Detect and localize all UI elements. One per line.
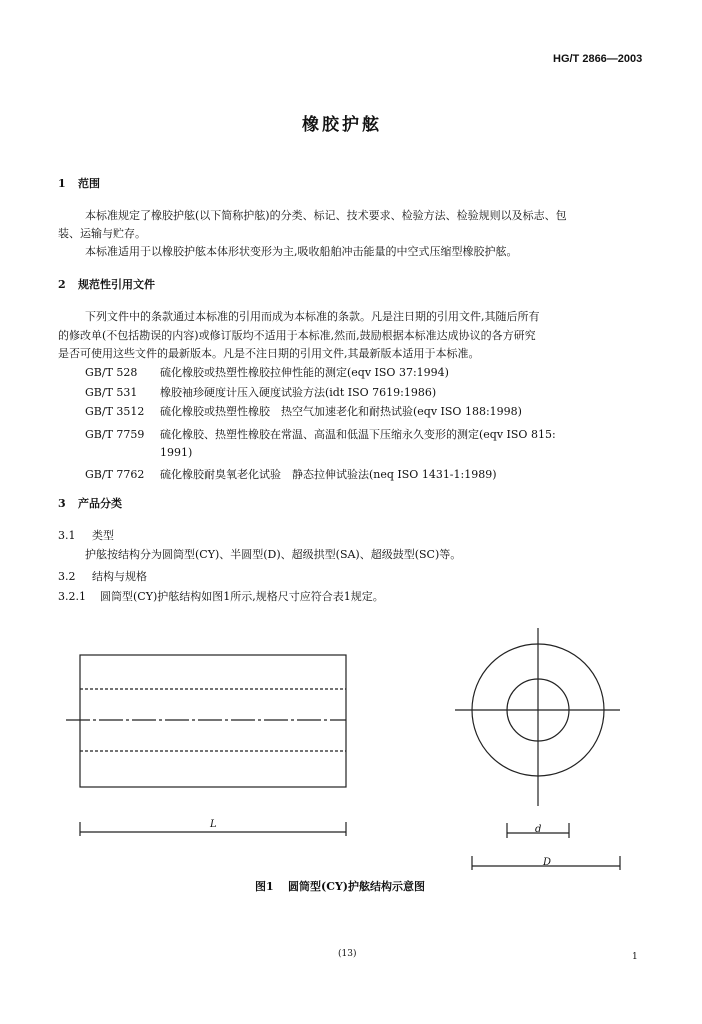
section-1-number: 1 [58,177,66,190]
section-2-paragraph-line-2: 的修改单(不包括勘误的内容)或修订版均不适用于本标准,然而,鼓励根据本标准达成协议的各方研究 [58,329,536,342]
reference-code: GB/T 7762 [85,468,145,481]
section-1-paragraph-1-line-2: 装、运输与贮存。 [58,227,146,240]
figure-caption-number: 图1 [255,880,274,893]
section-1-paragraph-1-line-1: 本标准规定了橡胶护舷(以下简称护舷)的分类、标记、技术要求、检验方法、检验规则以及标志、包 [85,209,567,222]
figure-caption-text: 圆筒型(CY)护舷结构示意图 [288,880,426,893]
section-2-paragraph-line-3: 是否可使用这些文件的最新版本。凡是不注日期的引用文件,其最新版本适用于本标准。 [58,347,480,360]
section-1-paragraph-2: 本标准适用于以橡胶护舷本体形状变形为主,吸收船舶冲击能量的中空式压缩型橡胶护舷。 [85,245,518,258]
reference-title: 橡胶袖珍硬度计压入硬度试验方法(idt ISO 7619:1986) [160,386,437,399]
section-3-2-heading: 结构与规格 [92,570,147,583]
reference-code: GB/T 3512 [85,405,145,418]
fender-side-outline [80,655,346,787]
section-3-heading: 产品分类 [78,497,122,510]
reference-code: GB/T 7759 [85,428,145,441]
section-1-heading: 范围 [78,177,100,190]
reference-title: 硫化橡胶或热塑性橡胶 热空气加速老化和耐热试验(eqv ISO 188:1998) [160,405,522,418]
reference-title: 硫化橡胶耐臭氧老化试验 静态拉伸试验法(neq ISO 1431-1:1989) [160,468,497,481]
section-3-1-number: 3.1 [58,529,76,542]
reference-title: 硫化橡胶或热塑性橡胶拉伸性能的测定(eqv ISO 37:1994) [160,366,449,379]
dimension-label-inner-diameter: d [535,824,542,835]
page-label: (13) [338,949,357,959]
page-title: 橡胶护舷 [302,115,382,135]
section-3-1-heading: 类型 [92,529,114,542]
section-3-2-1-text: 圆筒型(CY)护舷结构如图1所示,规格尺寸应符合表1规定。 [100,590,384,603]
reference-code: GB/T 528 [85,366,138,379]
reference-code: GB/T 531 [85,386,138,399]
section-3-2-1-number: 3.2.1 [58,590,86,603]
section-2-paragraph-line-1: 下列文件中的条款通过本标准的引用而成为本标准的条款。凡是注日期的引用文件,其随后所有 [85,310,540,323]
reference-title-continuation: 1991) [160,446,193,459]
standard-number: HG/T 2866—2003 [553,53,643,65]
section-3-1-text: 护舷按结构分为圆筒型(CY)、半圆型(D)、超级拱型(SA)、超级鼓型(SC)等。 [85,548,462,561]
section-2-number: 2 [58,278,66,291]
page-number: 1 [632,952,638,962]
section-2-heading: 规范性引用文件 [78,278,155,291]
dimension-label-length: L [210,819,217,830]
section-3-number: 3 [58,497,66,510]
section-3-2-number: 3.2 [58,570,76,583]
dimension-label-outer-diameter: D [543,857,552,868]
reference-title: 硫化橡胶、热塑性橡胶在常温、高温和低温下压缩永久变形的测定(eqv ISO 815: [160,428,556,441]
